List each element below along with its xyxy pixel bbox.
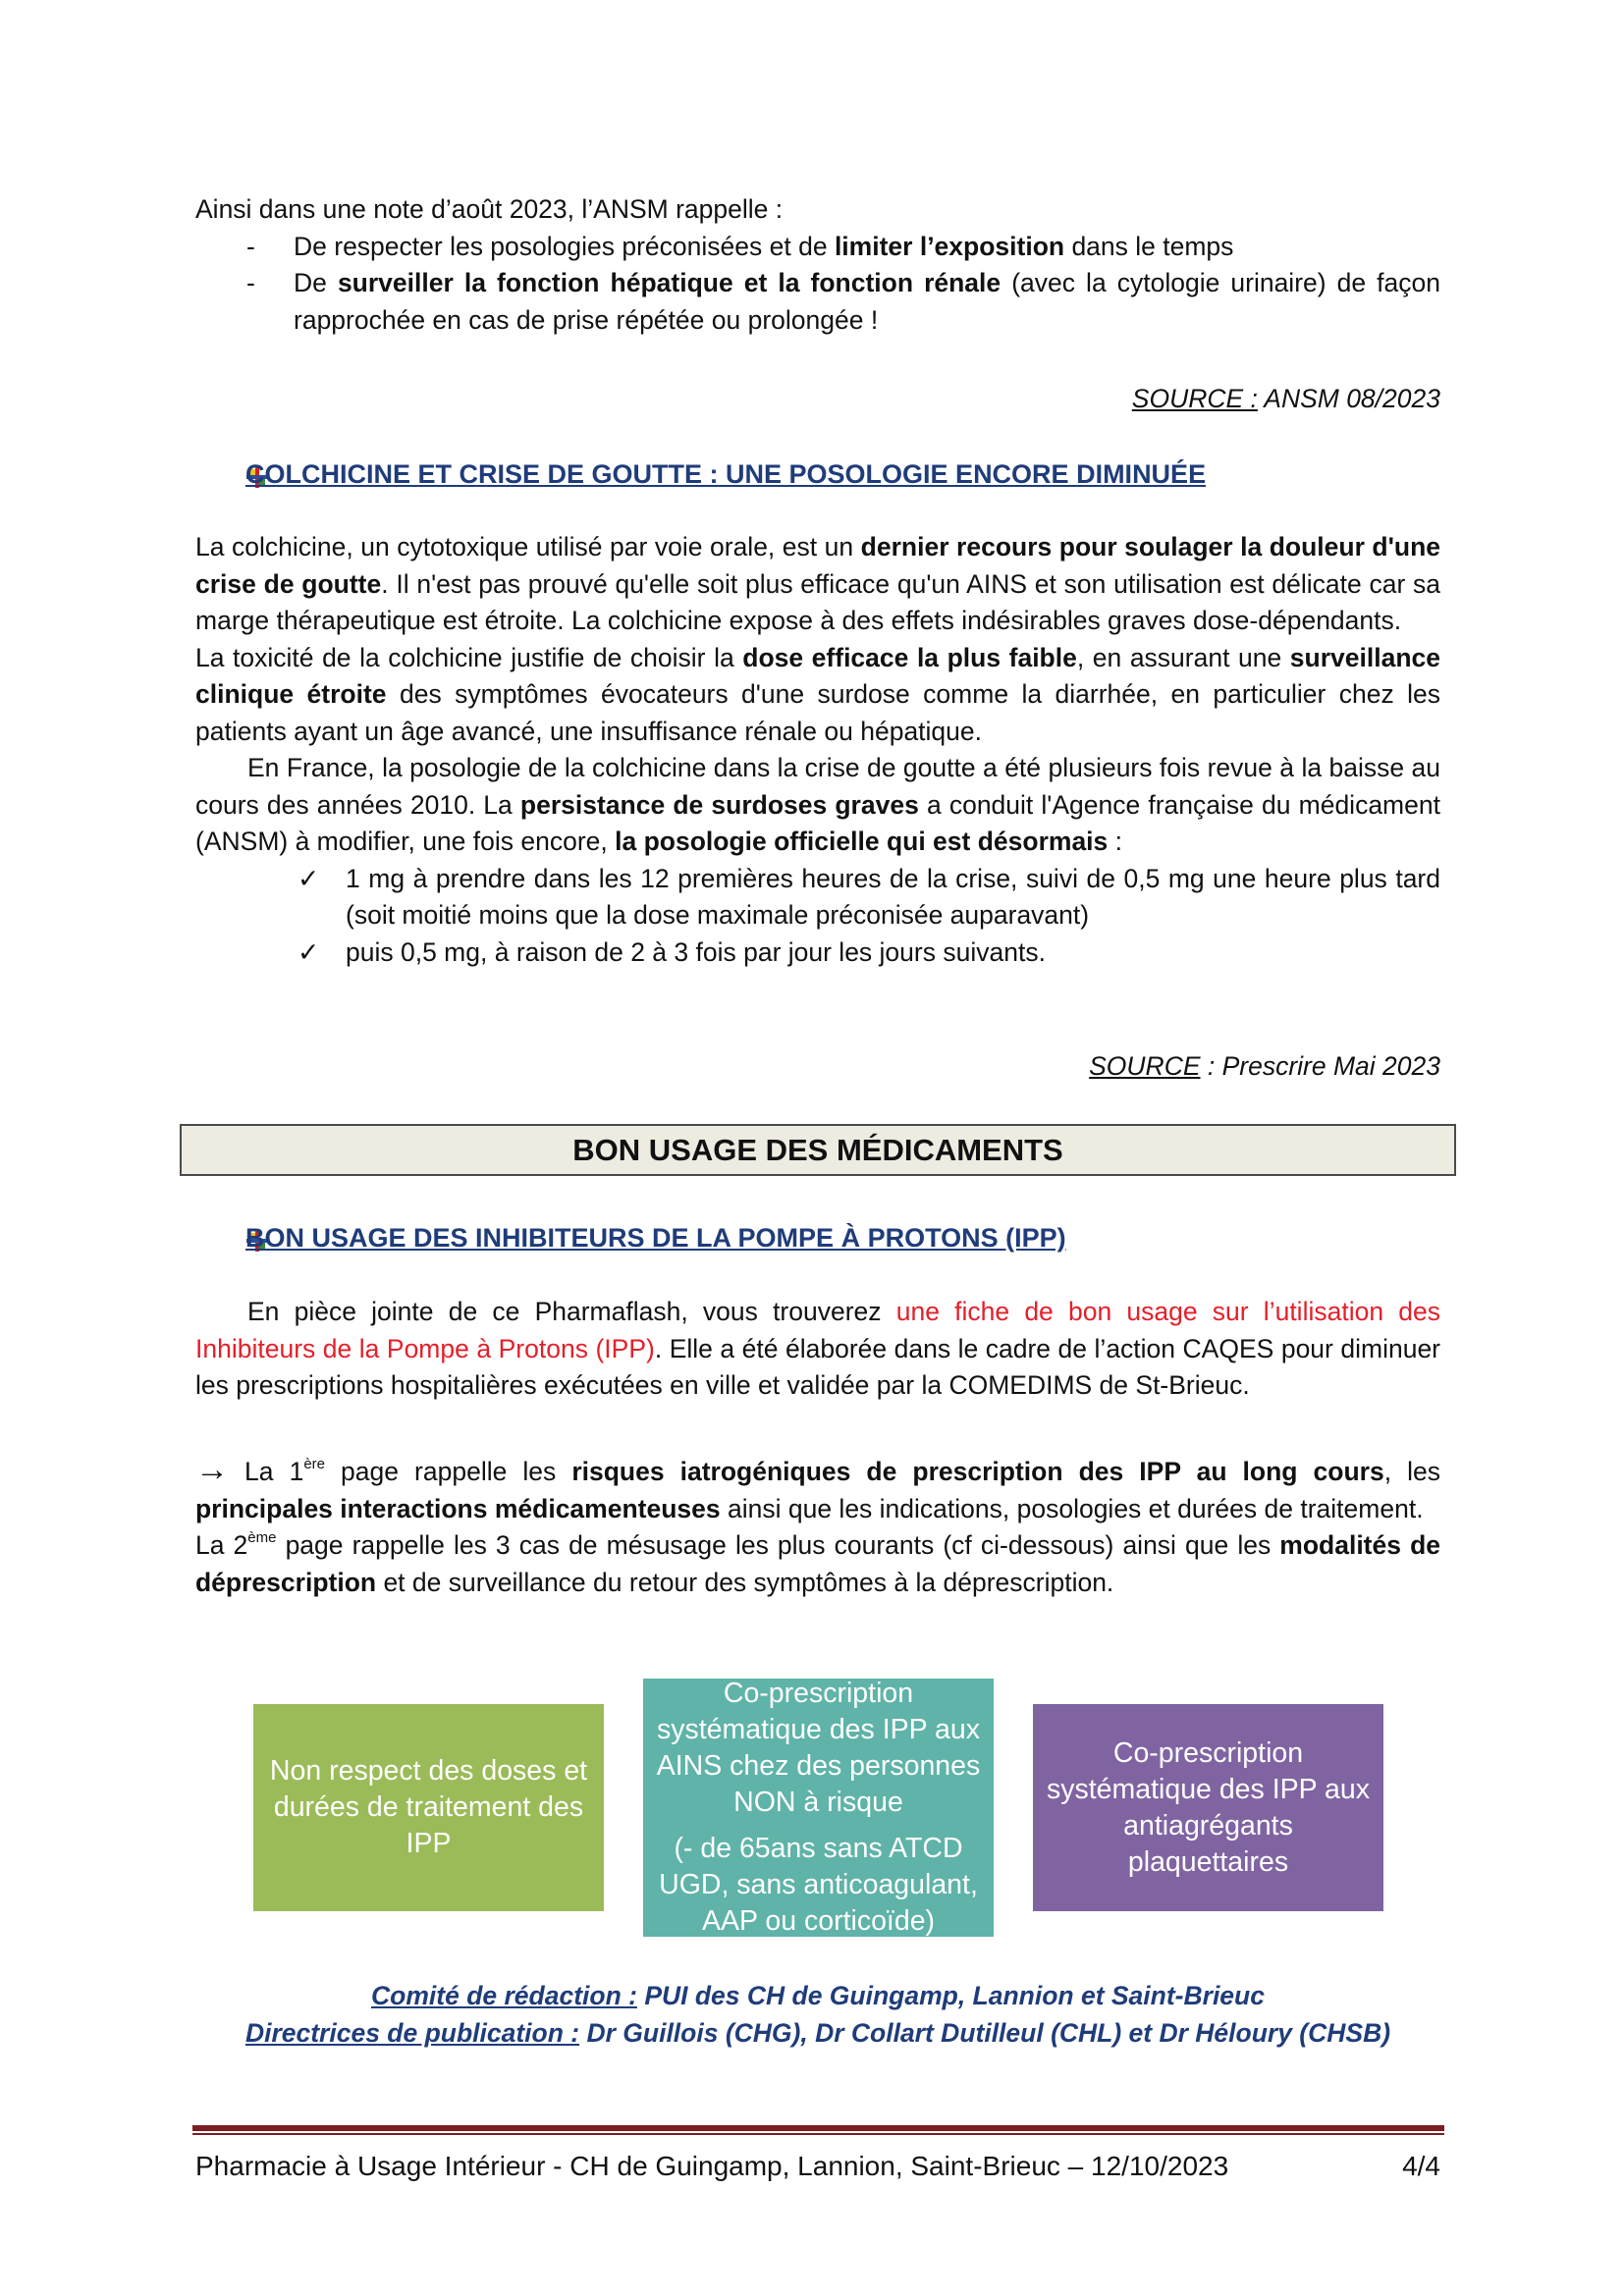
intro-bullet-list [195, 229, 1440, 340]
ipp-paragraph-1: En pièce jointe de ce Pharmaflash, vous trouverez une fiche de bon usage sur l’utilisation des Inhibiteurs de la Pompe à Protons (IPP). Elle a été élaborée dans le cadre de l’action CAQES pour diminuer les prescriptions hospitalières exécutées en ville et validée par la COMEDIMS de St-Brieuc. [195, 1297, 1441, 1400]
dash-marker: - [246, 231, 255, 261]
editorial-committee: Comité de rédaction : PUI des CH de Guingamp, Lannion et Saint-Brieuc [371, 1981, 1265, 2010]
ipp-paragraph-2: → La 1ère page rappelle les risques iatrogéniques de prescription des IPP au long cours, les principales interactions médicamenteuses ainsi que les indications, posologies et durées de traitement. [195, 1451, 1440, 1523]
misuse-box-sublabel: (- de 65ans sans ATCD UGD, sans anticoagulant, AAP ou corticoïde) [659, 1833, 978, 1937]
section-banner: BON USAGE DES MÉDICAMENTS [180, 1124, 1456, 1176]
footer-text: Pharmacie à Usage Intérieur - CH de Guingamp, Lannion, Saint-Brieuc – 12/10/2023 [195, 2151, 1229, 2181]
footer-rule [192, 2125, 1444, 2131]
dosage-list [195, 861, 1440, 972]
misuse-box-antiplatelet [1033, 1704, 1383, 1911]
page-number: 4/4 [1402, 2151, 1440, 2181]
ipp-heading: BON USAGE DES INHIBITEURS DE LA POMPE À PROTONS (IPP) [245, 1223, 1066, 1253]
colchicine-paragraph-2: La toxicité de la colchicine justifie de choisir la dose efficace la plus faible, en assurant une surveillance clinique étroite des symptômes évocateurs d'une surdose comme la diarrhée, en particulier chez les patients ayant un âge avancé, une insuffisance rénale ou hépatique. [195, 642, 1441, 746]
ipp-pages-section [195, 1452, 1440, 1601]
check-icon: ✓ [298, 936, 320, 967]
ipp-sheet-link-text: une fiche de bon usage sur l’utilisation des Inhibiteurs de la Pompe à Protons (IPP) [195, 1297, 1440, 1363]
colchicine-paragraph-1: La colchicine, un cytotoxique utilisé par voie orale, est un dernier recours pour soulager la douleur d'une crise de goutte. Il n'est pas prouvé qu'elle soit plus efficace qu'un AINS et son utilisation est délicate car sa marge thérapeutique est étroite. La colchicine expose à des effets indésirables graves dose-dépendants. [195, 532, 1441, 635]
list-item: - De surveiller la fonction hépatique et la fonction rénale (avec la cytologie urinaire) de façon rapprochée en cas de prise répétée ou prolongée ! [195, 265, 1440, 339]
misuse-box-doses [253, 1704, 604, 1911]
ipp-paragraph-3: La 2ème page rappelle les 3 cas de mésusage les plus courants (cf ci-dessous) ainsi que les modalités de déprescription et de surveillance du retour des symptômes à la déprescription. [195, 1529, 1440, 1597]
editorial-credits [195, 1978, 1440, 2052]
publication-directors: Directrices de publication : Dr Guillois (CHG), Dr Collart Dutilleul (CHL) et Dr Héloury (CHSB) [244, 2017, 1391, 2048]
colchicine-heading: COLCHICINE ET CRISE DE GOUTTE : UNE POSOLOGIE ENCORE DIMINUÉE [245, 459, 1207, 489]
check-icon: ✓ [298, 863, 320, 893]
colchicine-paragraph-3: En France, la posologie de la colchicine dans la crise de goutte a été plusieurs fois revue à la baisse au cours des années 2010. La persistance de surdoses graves a conduit l'Agence française du médicament (ANSM) à modifier, une fois encore, la posologie officielle qui est désormais : [195, 753, 1440, 856]
list-item: ✓ puis 0,5 mg, à raison de 2 à 3 fois par jour les jours suivants. [195, 934, 1440, 972]
source-prescrire: SOURCE : Prescrire Mai 2023 [1089, 1051, 1440, 1081]
list-item: ✓ 1 mg à prendre dans les 12 premières heures de la crise, suivi de 0,5 mg une heure plus tard (soit moitié moins que la dose maximale préconisée auparavant) [195, 861, 1440, 934]
arrow-right-icon: → [195, 1451, 229, 1488]
misuse-box-label: Co-prescription systématique des IPP aux antiagrégants plaquettaires [1047, 1736, 1370, 1878]
misuse-box-label: Co-prescription systématique des IPP aux AINS chez des personnes NON à risque [656, 1679, 981, 1818]
misuse-box-label: Non respect des doses et durées de traitement des IPP [269, 1755, 588, 1859]
colchicine-section [195, 529, 1440, 971]
dash-marker: - [246, 268, 255, 297]
list-item: - De respecter les posologies préconisées et de limiter l’exposition dans le temps [195, 229, 1440, 266]
footer-rule-thin [192, 2133, 1444, 2135]
page-footer [195, 2148, 1440, 2185]
misuse-box-ains [643, 1679, 994, 1937]
source-ansm: SOURCE : ANSM 08/2023 [1131, 384, 1440, 413]
intro-section [195, 191, 1440, 339]
ipp-section [195, 1294, 1440, 1405]
intro-lead: Ainsi dans une note d’août 2023, l’ANSM rappelle : [195, 194, 784, 224]
